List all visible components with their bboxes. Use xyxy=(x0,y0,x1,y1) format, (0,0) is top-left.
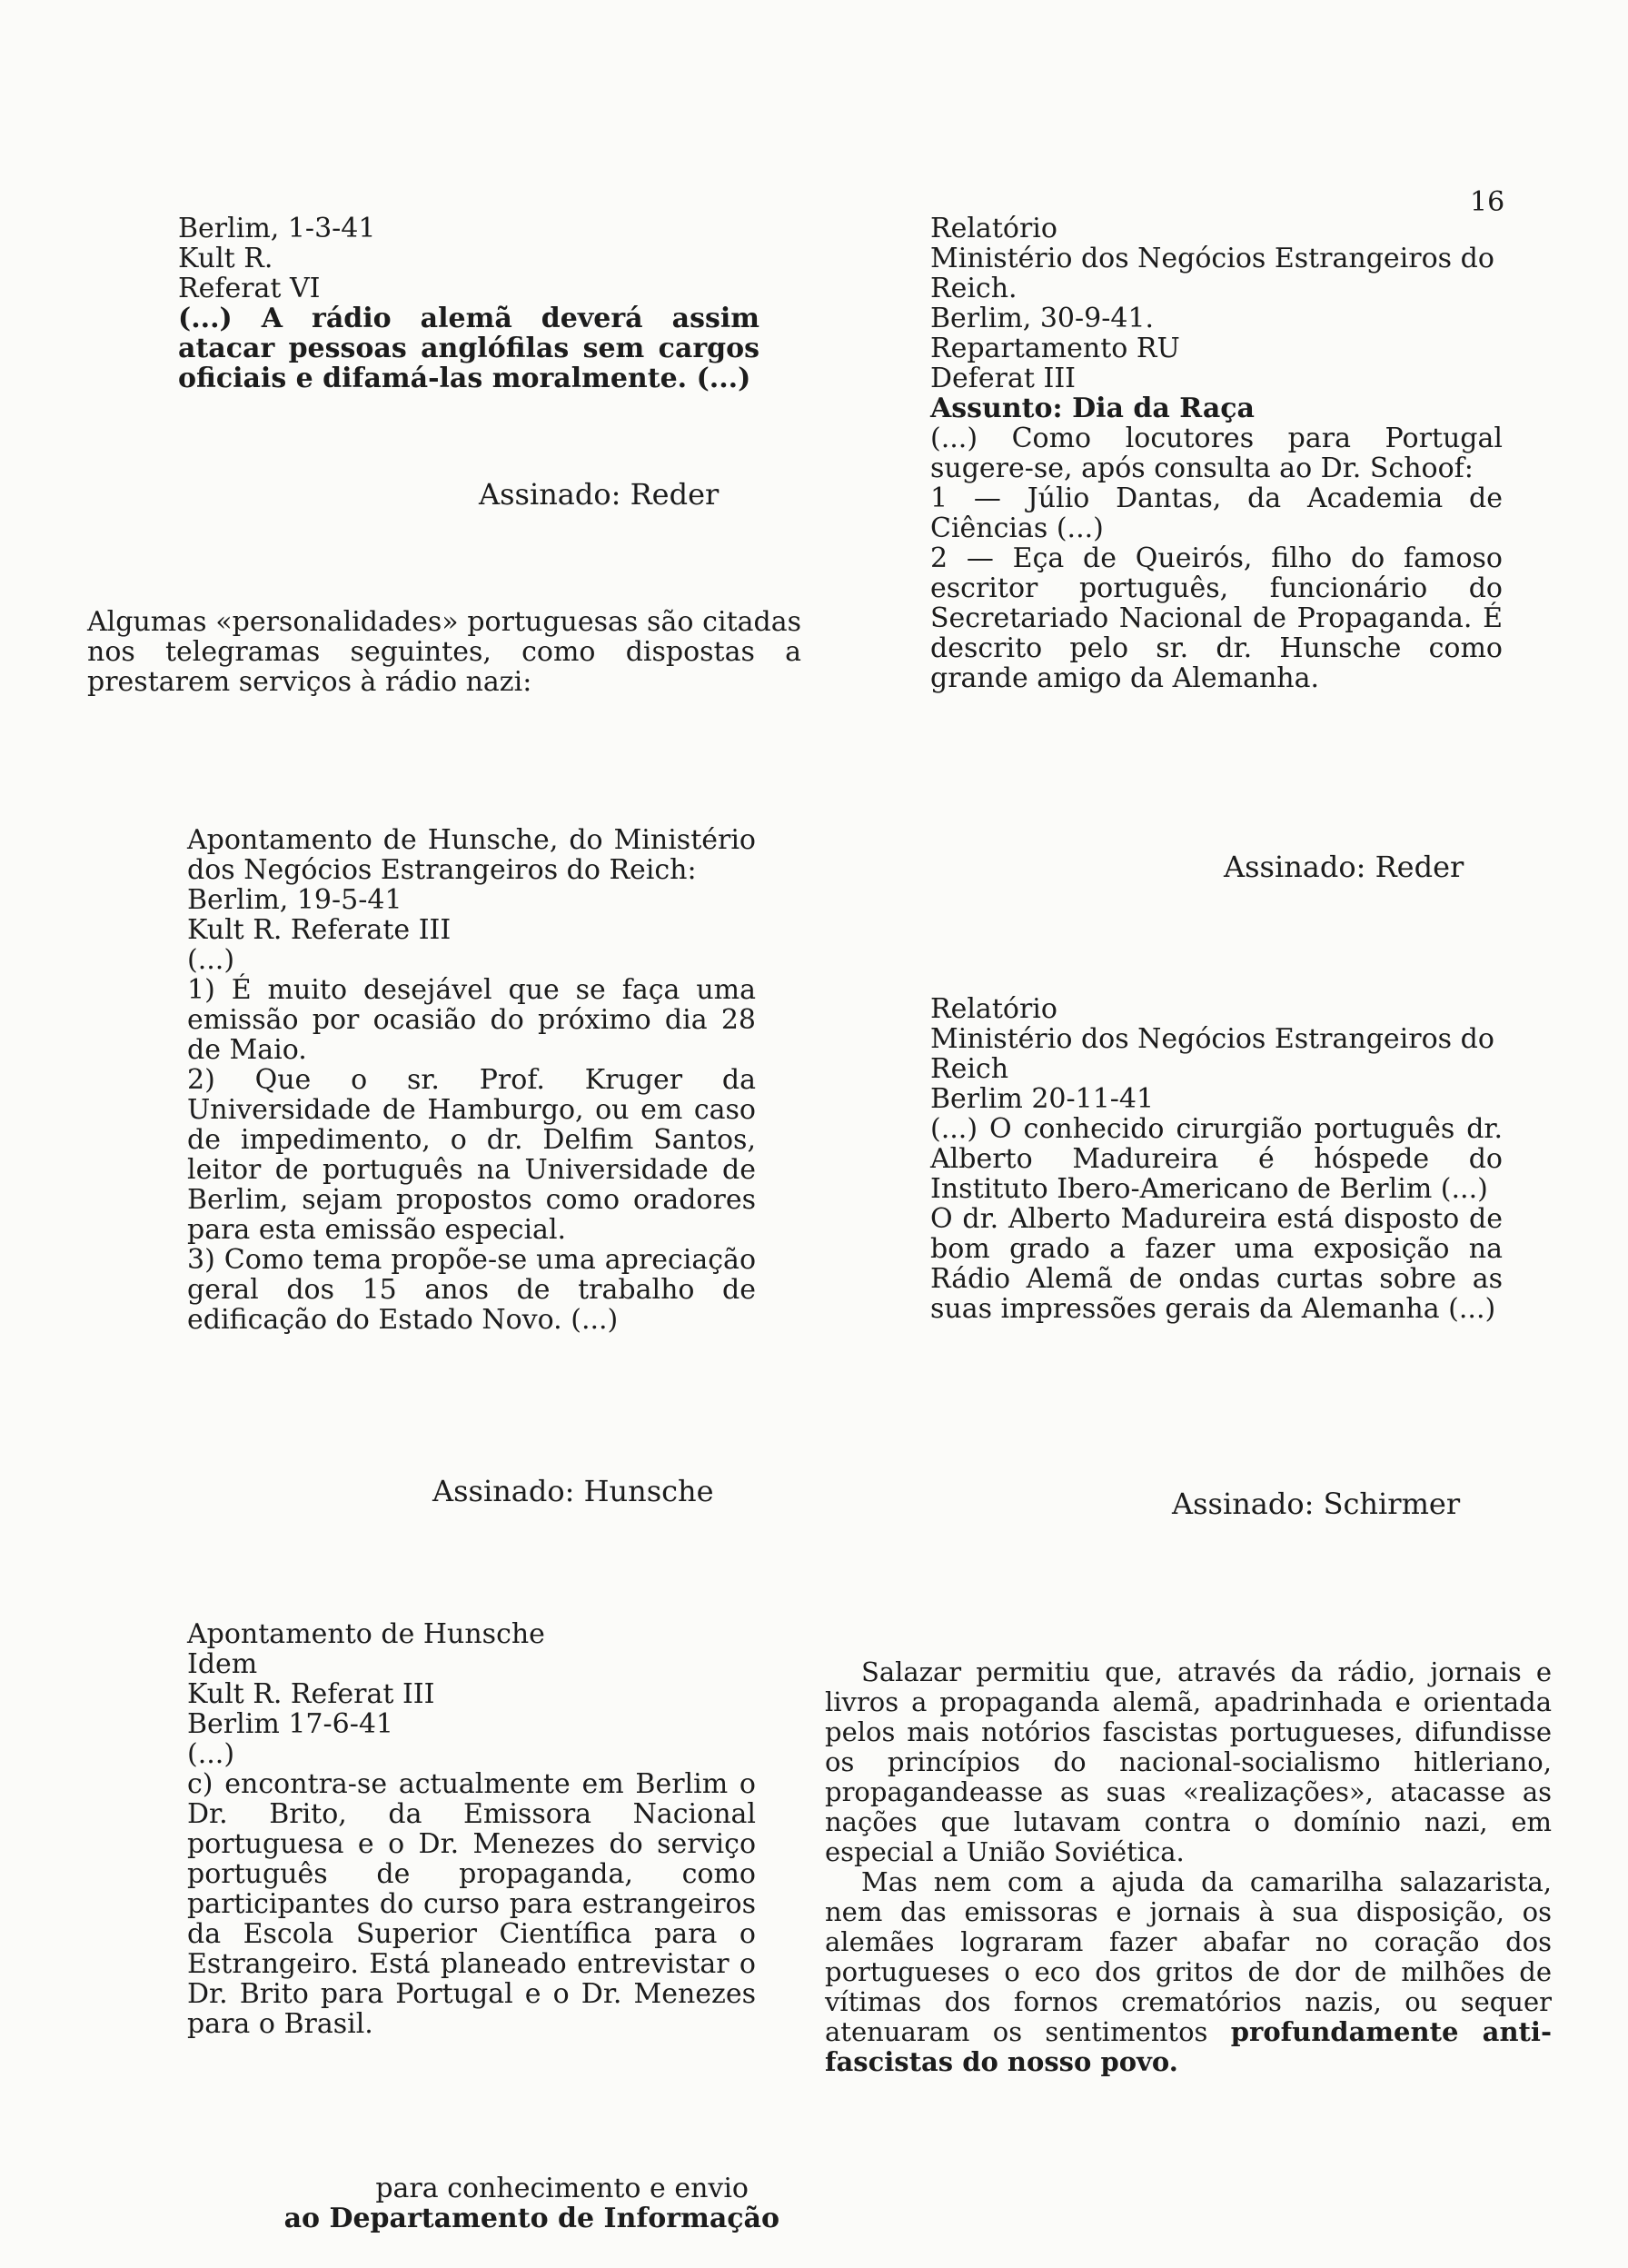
telegram-hunsche-1 xyxy=(187,825,756,1335)
telegram-line: Berlim 17-6-41 xyxy=(187,1708,394,1740)
telegram-schirmer xyxy=(930,994,1503,1324)
telegram-body: O dr. Alberto Madureira está disposto de bom grado a fazer uma exposição na Rádio Alemã de ondas curtas sobre as suas impressões gerais da Alemanha (...) xyxy=(930,1203,1503,1325)
telegram-line: Berlim, 30-9-41. xyxy=(930,303,1155,334)
telegram-line: Referat VI xyxy=(178,273,321,304)
telegram-item: 1 — Júlio Dantas, da Academia de Ciências (...) xyxy=(930,482,1503,544)
telegram-reder-1 xyxy=(178,214,759,393)
telegram-line: Assunto: Dia da Raça xyxy=(930,393,1255,424)
signature-hunsche: Assinado: Hunsche xyxy=(432,1474,714,1508)
telegram-body: c) encontra-se actualmente em Berlim o Dr. Brito, da Emissora Nacional portuguesa e o Dr. Menezes do serviço português de propaganda, como participantes do curso para estrangeiros da Escola Superior Científica para o Estrangeiro. Está planeado entrevistar o Dr. Brito para Portugal e o Dr. Menezes para o Brasil. xyxy=(187,1768,756,2040)
telegram-line: Ministério dos Negócios Estrangeiros do Reich. xyxy=(930,243,1494,304)
signature-reder-2: Assinado: Reder xyxy=(1224,850,1464,884)
telegram-line: Kult R. Referate III xyxy=(187,914,452,946)
telegram-body: (...) A rádio alemã deverá assim atacar pessoas anglófilas sem cargos oficiais e difamá-las moralmente. (...) xyxy=(178,303,759,394)
telegram-line: Idem xyxy=(187,1648,258,1680)
closing-line: para conhecimento e envio xyxy=(375,2173,749,2204)
telegram-line: Kult R. xyxy=(178,243,273,274)
telegram-line: (...) xyxy=(187,944,235,976)
commentary-text: Mas nem com a ajuda da camarilha salazarista, nem das emissoras e jornais à sua disposição, os alemães lograram fazer abafar no coração dos portugueses o eco dos gritos de dor de milhões de vítimas dos fornos crematórios nazis, ou sequer atenuaram os sentimentos xyxy=(825,1866,1552,2047)
telegram-item: 2) Que o sr. Prof. Kruger da Universidade de Hamburgo, ou em caso de impedimento, o dr. Delfim Santos, leitor de português na Universidade de Berlim, sejam propostos como oradores para esta emissão especial. xyxy=(187,1064,756,1246)
signature-reder-1: Assinado: Reder xyxy=(479,477,720,512)
telegram-closing xyxy=(271,2174,779,2233)
page-number: 16 xyxy=(1470,186,1505,218)
telegram-item: 1) É muito desejável que se faça uma emissão por ocasião do próximo dia 28 de Maio. xyxy=(187,974,756,1066)
telegram-line: Berlim, 1-3-41 xyxy=(178,213,376,244)
commentary-paragraph: Salazar permitiu que, através da rádio, jornais e livros a propaganda alemã, apadrinhada e orientada pelos mais notórios fascistas portugueses, difundisse os princípios do nacional-socialismo hitleriano, propagandeasse as suas «realizações», atacasse as nações que lutavam contra o domínio nazi, em especial a União Soviética. xyxy=(825,1656,1552,1867)
telegram-line: Kult R. Referat III xyxy=(187,1678,435,1710)
commentary xyxy=(825,1657,1552,2077)
telegram-line: Berlim 20-11-41 xyxy=(930,1083,1155,1115)
telegram-body: (...) O conhecido cirurgião português dr. Alberto Madureira é hóspede do Instituto Ibero-Americano de Berlim (...) xyxy=(930,1113,1503,1205)
telegram-line: (...) xyxy=(187,1738,235,1770)
telegram-line: Repartamento RU xyxy=(930,333,1180,364)
closing-line: ao Departamento de Informação xyxy=(283,2203,779,2234)
intro-paragraph xyxy=(87,607,801,697)
commentary-paragraph xyxy=(825,1867,1552,2077)
telegram-heading: Apontamento de Hunsche, do Ministério dos Negócios Estrangeiros do Reich: xyxy=(187,824,756,886)
telegram-line: Deferat III xyxy=(930,363,1077,394)
telegram-item: 2 — Eça de Queirós, filho do famoso escritor português, funcionário do Secretariado Nacional de Propaganda. É descrito pelo sr. dr. Hunsche como grande amigo da Alemanha. xyxy=(930,542,1503,694)
telegram-body: (...) Como locutores para Portugal sugere-se, após consulta ao Dr. Schoof: xyxy=(930,423,1503,484)
telegram-reder-2 xyxy=(930,214,1503,693)
telegram-line: Berlim, 19-5-41 xyxy=(187,884,402,916)
telegram-line: Relatório xyxy=(930,993,1057,1025)
telegram-line: Relatório xyxy=(930,213,1057,244)
intro-text: Algumas «personalidades» portuguesas são citadas nos telegramas seguintes, como dispostas a prestarem serviços à rádio nazi: xyxy=(87,606,801,698)
telegram-item: 3) Como tema propõe-se uma apreciação geral dos 15 anos de trabalho de edificação do Estado Novo. (...) xyxy=(187,1244,756,1336)
telegram-line: Apontamento de Hunsche xyxy=(187,1618,545,1650)
telegram-hunsche-2 xyxy=(187,1619,756,2039)
signature-schirmer: Assinado: Schirmer xyxy=(1172,1487,1461,1521)
commentary-emphasis: profundamente anti-fascistas do nosso povo. xyxy=(825,2016,1552,2077)
telegram-line: Ministério dos Negócios Estrangeiros do Reich xyxy=(930,1023,1494,1085)
